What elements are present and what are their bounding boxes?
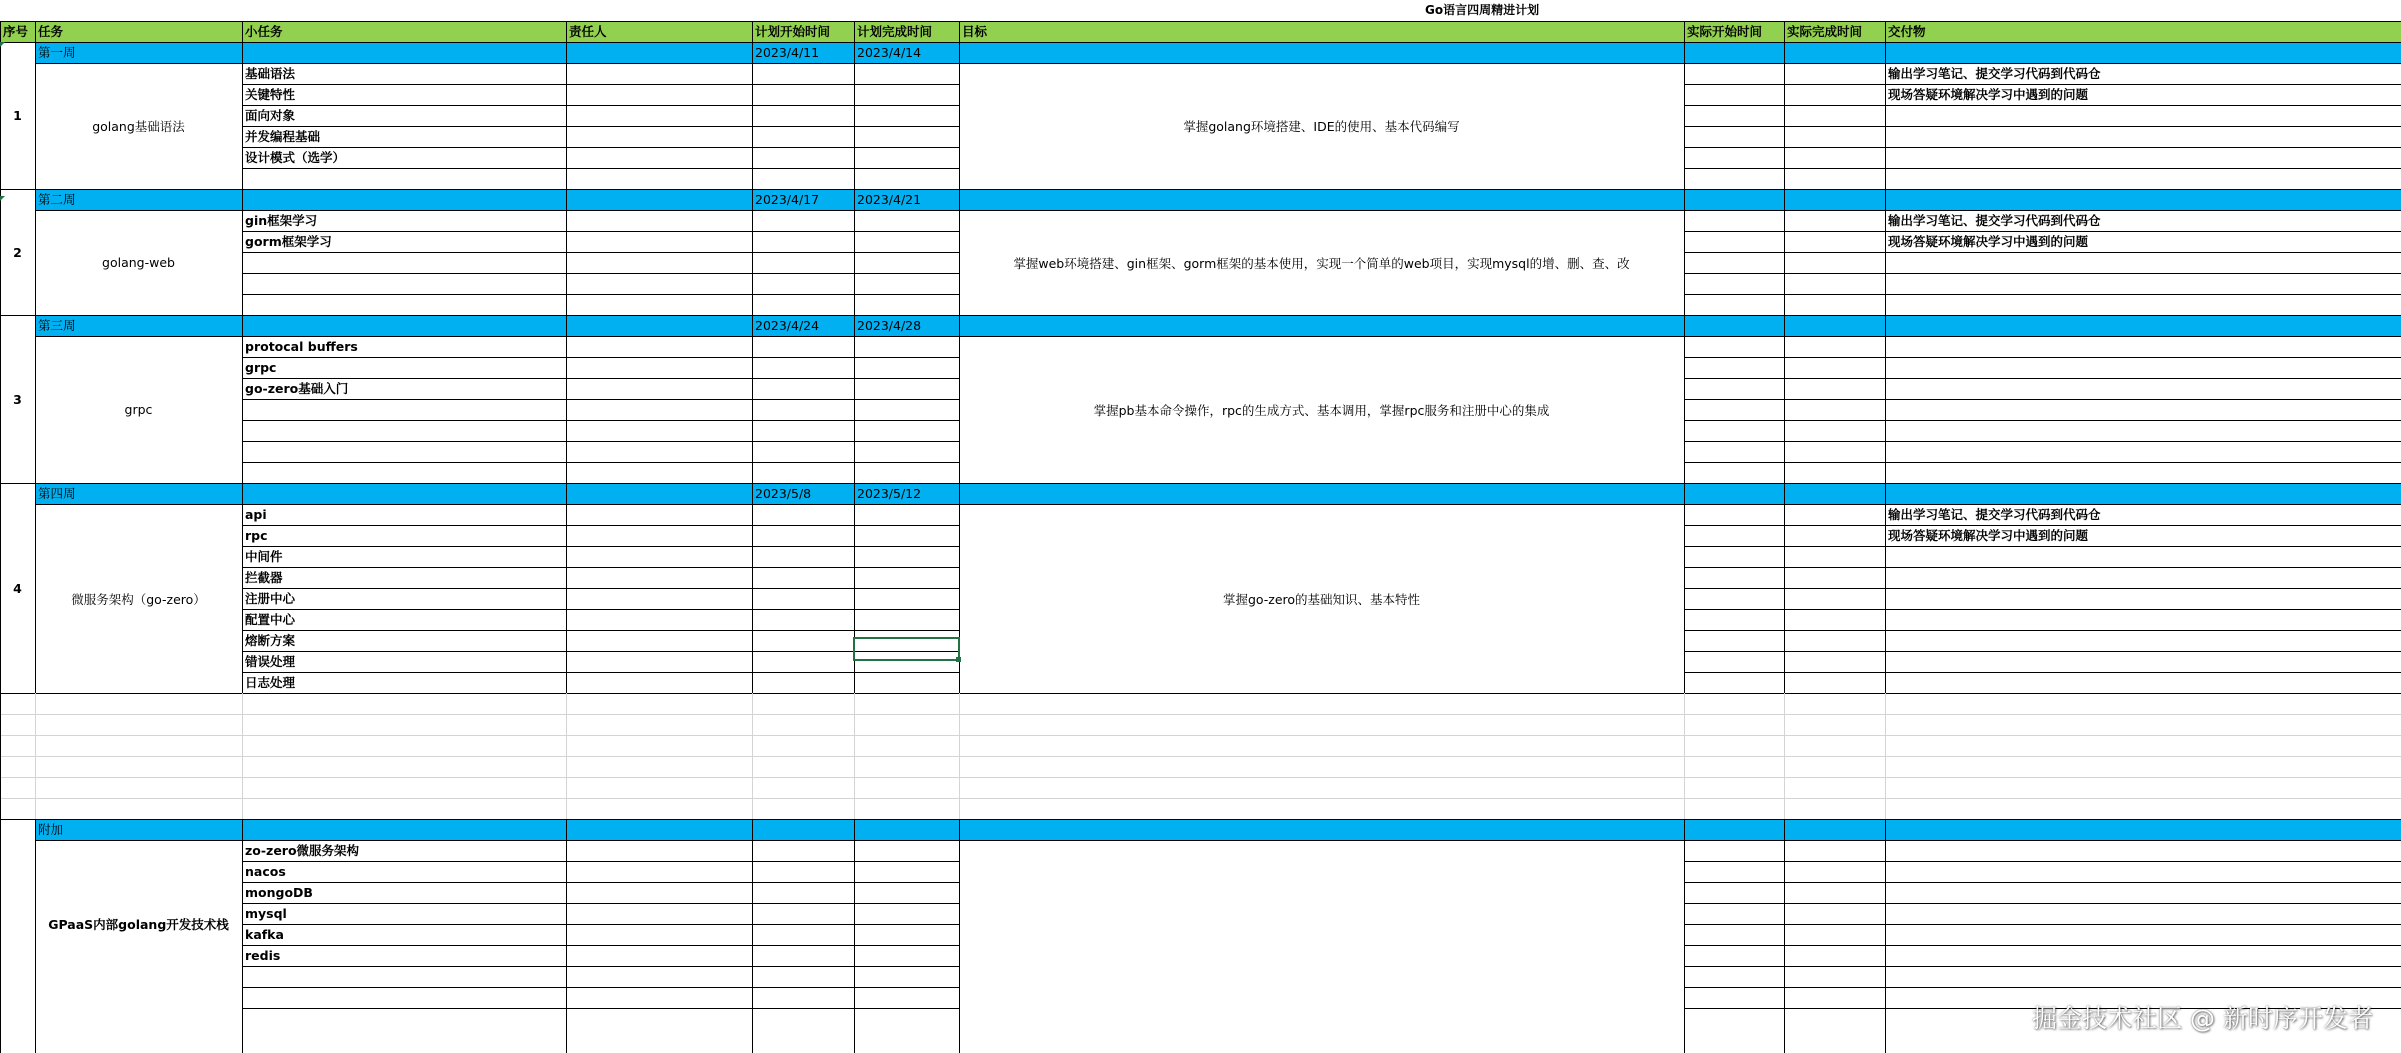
row-border (1684, 651, 2401, 652)
extra-task-name: GPaaS内部golang开发技术栈 (48, 917, 229, 932)
planned-end: 2023/4/28 (857, 318, 922, 333)
subtask-item: grpc (245, 360, 277, 375)
row-border (1684, 966, 2401, 967)
column-border (959, 21, 960, 42)
column-border (1684, 42, 1685, 189)
row-marker-icon (0, 196, 5, 201)
extra-label: 附加 (38, 822, 64, 837)
column-border (854, 819, 855, 1053)
row-border (1684, 168, 2401, 169)
deliverable-item: 输出学习笔记、提交学习代码到代码仓 (1888, 507, 2101, 522)
column-border (566, 693, 567, 819)
subtask-item: 错误处理 (245, 654, 296, 669)
column-border (566, 819, 567, 1053)
column-border (1784, 21, 1785, 42)
row-border (1684, 609, 2401, 610)
subtask-item: 面向对象 (245, 108, 296, 123)
row-border (242, 1008, 959, 1009)
column-border (1885, 21, 1886, 42)
column-header: 序号 (3, 24, 29, 39)
row-border (242, 147, 959, 148)
column-border (959, 693, 960, 819)
column-border (1784, 693, 1785, 819)
row-border (242, 168, 959, 169)
column-border (242, 693, 243, 819)
row-border (1684, 882, 2401, 883)
row-border (242, 231, 959, 232)
row-border (1684, 588, 2401, 589)
subtask-item: gorm框架学习 (245, 234, 332, 249)
extra-header-row (35, 819, 2401, 840)
subtask-item: 中间件 (245, 549, 283, 564)
column-border (1885, 819, 1886, 1053)
task-name: golang-web (102, 255, 175, 270)
row-border (1684, 630, 2401, 631)
column-header: 实际开始时间 (1687, 24, 1763, 39)
fill-handle[interactable] (956, 657, 961, 662)
row-marker-icon (0, 42, 5, 47)
column-border (854, 483, 855, 693)
task-name: golang基础语法 (92, 119, 185, 134)
row-border (242, 651, 959, 652)
column-border (752, 21, 753, 42)
subtask-item: 熔断方案 (245, 633, 296, 648)
row-border (242, 357, 959, 358)
row-border (1684, 462, 2401, 463)
row-border (1684, 441, 2401, 442)
row-border (1684, 147, 2401, 148)
row-border (1684, 273, 2401, 274)
column-border (1885, 693, 1886, 819)
column-border (1684, 21, 1685, 42)
column-border (566, 483, 567, 693)
planned-start: 2023/4/17 (755, 192, 820, 207)
week-header-row (35, 483, 2401, 504)
column-header: 小任务 (245, 24, 283, 39)
row-border (0, 735, 2401, 736)
row-border (0, 693, 2401, 694)
row-border (35, 840, 2401, 841)
row-index: 4 (13, 580, 22, 596)
week-label: 第四周 (38, 486, 76, 501)
row-border (242, 294, 959, 295)
column-border (0, 819, 1, 1053)
column-border (1684, 483, 1685, 693)
sheet-title: Go语言四周精进计划 (1425, 3, 1540, 17)
selected-cell[interactable] (853, 637, 960, 661)
row-border (242, 588, 959, 589)
column-border (242, 819, 243, 1053)
column-border (242, 483, 243, 693)
column-border (752, 693, 753, 819)
column-border (752, 483, 753, 693)
column-border (1885, 42, 1886, 189)
row-border (0, 798, 2401, 799)
column-border (0, 693, 1, 819)
column-border (566, 21, 567, 42)
row-border (1684, 252, 2401, 253)
row-border (1684, 105, 2401, 106)
deliverable-item: 输出学习笔记、提交学习代码到代码仓 (1888, 213, 2101, 228)
row-border (1684, 126, 2401, 127)
planned-end: 2023/4/14 (857, 45, 922, 60)
goal-text: 掌握pb基本命令操作，rpc的生成方式、基本调用，掌握rpc服务和注册中心的集成 (1093, 402, 1550, 418)
column-border (566, 315, 567, 483)
subtask-item: gin框架学习 (245, 213, 318, 228)
row-border (242, 462, 959, 463)
column-header: 任务 (38, 24, 64, 39)
column-header: 目标 (962, 24, 988, 39)
column-border (1684, 315, 1685, 483)
row-border (1684, 357, 2401, 358)
row-border (1684, 903, 2401, 904)
subtask-item: 并发编程基础 (245, 129, 321, 144)
watermark: 掘金技术社区 @ 新时序开发者 (2032, 1004, 2373, 1033)
column-border (752, 189, 753, 315)
row-border (242, 546, 959, 547)
column-border (752, 315, 753, 483)
row-border (242, 672, 959, 673)
column-border (1784, 42, 1785, 189)
column-border (854, 21, 855, 42)
sheet-title-row (0, 0, 2401, 21)
row-border (0, 756, 2401, 757)
extra-subtask-item: zo-zero微服务架构 (245, 843, 360, 858)
row-border (0, 777, 2401, 778)
week-header-row (35, 315, 2401, 336)
row-border (0, 483, 2401, 484)
header-row (0, 21, 2401, 42)
column-header: 交付物 (1888, 24, 1926, 39)
column-border (1885, 483, 1886, 693)
week-label: 第一周 (38, 45, 76, 60)
row-border (1684, 420, 2401, 421)
extra-subtask-item: mongoDB (245, 885, 313, 900)
subtask-item: 配置中心 (245, 612, 296, 627)
column-border (959, 819, 960, 1053)
row-border (242, 567, 959, 568)
column-header: 计划完成时间 (857, 24, 933, 39)
column-border (1784, 315, 1785, 483)
task-name: grpc (124, 402, 153, 417)
subtask-item: 注册中心 (245, 591, 296, 606)
column-border (1885, 189, 1886, 315)
row-border (0, 189, 2401, 190)
row-border (242, 420, 959, 421)
extra-subtask-item: redis (245, 948, 281, 963)
row-border (242, 924, 959, 925)
column-border (1784, 483, 1785, 693)
row-index: 1 (13, 108, 22, 123)
row-border (242, 882, 959, 883)
column-border (242, 189, 243, 315)
row-border (1684, 567, 2401, 568)
column-header: 计划开始时间 (755, 24, 831, 39)
subtask-item: go-zero基础入门 (245, 381, 349, 396)
row-border (242, 441, 959, 442)
column-border (242, 21, 243, 42)
row-border (242, 273, 959, 274)
subtask-item: rpc (245, 528, 268, 543)
column-border (242, 315, 243, 483)
planned-end: 2023/4/21 (857, 192, 922, 207)
row-border (242, 525, 959, 526)
planned-start: 2023/4/24 (755, 318, 820, 333)
row-border (242, 399, 959, 400)
column-border (0, 21, 1, 42)
subtask-item: 日志处理 (245, 675, 296, 690)
column-border (242, 42, 243, 189)
column-border (1784, 819, 1785, 1053)
row-border (242, 861, 959, 862)
row-border (1684, 987, 2401, 988)
week-label: 第二周 (38, 192, 76, 207)
planned-end: 2023/5/12 (857, 486, 922, 501)
week-label: 第三周 (38, 318, 76, 333)
subtask-item: 关键特性 (245, 87, 296, 102)
column-border (35, 693, 36, 819)
deliverable-item: 现场答疑环境解决学习中遇到的问题 (1888, 87, 2089, 102)
column-border (854, 693, 855, 819)
deliverable-item: 现场答疑环境解决学习中遇到的问题 (1888, 234, 2089, 249)
planned-start: 2023/4/11 (755, 45, 820, 60)
column-border (854, 315, 855, 483)
row-border (242, 987, 959, 988)
row-border (1684, 861, 2401, 862)
subtask-item: 基础语法 (245, 66, 296, 81)
row-border (1684, 294, 2401, 295)
row-border (0, 315, 2401, 316)
subtask-item: api (245, 507, 267, 522)
column-border (1885, 315, 1886, 483)
row-border (1684, 399, 2401, 400)
row-border (242, 378, 959, 379)
column-border (752, 819, 753, 1053)
row-border (1684, 546, 2401, 547)
row-border (242, 945, 959, 946)
row-border (242, 126, 959, 127)
row-border (0, 21, 2401, 22)
row-border (242, 966, 959, 967)
column-border (752, 42, 753, 189)
column-border (854, 42, 855, 189)
row-border (1684, 924, 2401, 925)
subtask-item: 设计模式（选学） (245, 150, 346, 165)
row-border (0, 819, 2401, 820)
column-border (854, 189, 855, 315)
goal-text: 掌握go-zero的基础知识、基本特性 (1222, 591, 1421, 607)
row-border (242, 609, 959, 610)
column-border (566, 189, 567, 315)
row-border (242, 84, 959, 85)
column-border (1684, 819, 1685, 1053)
week-header-row (35, 189, 2401, 210)
row-border (1684, 672, 2401, 673)
row-border (242, 105, 959, 106)
deliverable-item: 输出学习笔记、提交学习代码到代码仓 (1888, 66, 2101, 81)
extra-subtask-item: mysql (245, 906, 287, 921)
column-border (1784, 189, 1785, 315)
row-index: 3 (13, 391, 22, 407)
column-border (566, 42, 567, 189)
row-border (0, 42, 2401, 43)
column-border (1684, 189, 1685, 315)
row-border (0, 714, 2401, 715)
column-header: 责任人 (569, 24, 607, 39)
row-border (242, 903, 959, 904)
row-border (1684, 945, 2401, 946)
row-border (1684, 378, 2401, 379)
week-header-row (35, 42, 2401, 63)
task-name: 微服务架构（go-zero） (71, 591, 206, 607)
row-border (242, 252, 959, 253)
row-border (242, 630, 959, 631)
row-index: 2 (13, 244, 22, 260)
column-border (35, 21, 36, 42)
planned-start: 2023/5/8 (755, 486, 812, 501)
extra-subtask-item: kafka (245, 927, 284, 942)
goal-text: 掌握web环境搭建、gin框架、gorm框架的基本使用，实现一个简单的web项目，实现mysql的增、删、查、改 (1013, 255, 1630, 271)
goal-text: 掌握golang环境搭建、IDE的使用、基本代码编写 (1183, 119, 1460, 134)
extra-subtask-item: nacos (245, 864, 286, 879)
subtask-item: 拦截器 (245, 570, 283, 585)
column-border (1684, 693, 1685, 819)
subtask-item: protocal buffers (245, 339, 358, 354)
column-header: 实际完成时间 (1787, 24, 1863, 39)
deliverable-item: 现场答疑环境解决学习中遇到的问题 (1888, 528, 2089, 543)
